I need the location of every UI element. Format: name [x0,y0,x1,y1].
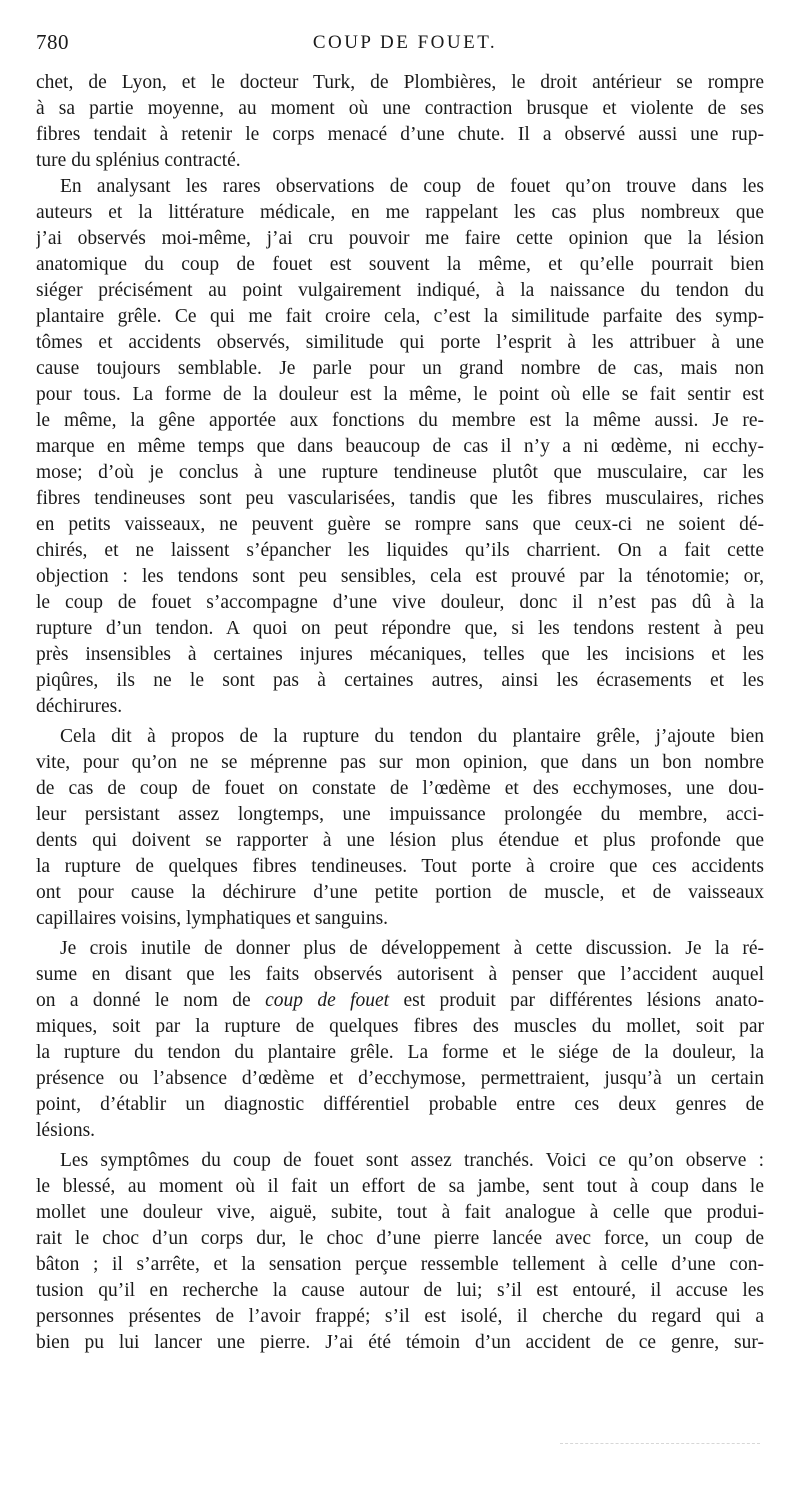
text-line: tômes et accidents observés, similitude qui porte l’esprit à les attribuer à une [36,332,764,353]
text-line: bien pu lui lancer une pierre. J’ai été témoin d’un accident de ce genre, sur- [36,1332,764,1353]
text-line: fibres tendait à retenir le corps menacé d’une chute. Il a observé aussi une rup- [36,124,764,145]
text-line: lésions. [36,1120,96,1141]
text-line: miques, soit par la rupture de quelques fibres des muscles du mollet, soit par [36,1016,764,1037]
text-line: siéger précisément au point vulgairement indiqué, à la naissance du tendon du [36,280,764,301]
text-line: le coup de fouet s’accompagne d’une vive douleur, donc il n’est pas dû à la [36,592,764,613]
text-line: mollet une douleur vive, aiguë, subite, tout à fait analogue à celle que produi- [36,1202,764,1223]
text-line: Cela dit à propos de la rupture du tendon du plantaire grêle, j’ajoute bien [60,726,764,747]
text-line: fibres tendineuses sont peu vascularisées, tandis que les fibres musculaires, riches [36,488,764,509]
emphasized-term: coup de fouet [265,990,390,1011]
text-line: chirés, et ne laissent s’épancher les liquides qu’ils charrient. On a fait cette [36,540,764,561]
text-line: déchirures. [36,696,123,717]
text-line: objection : les tendons sont peu sensibles, cela est prouvé par la ténotomie; or, [36,566,764,587]
paragraph [36,70,764,174]
page-edge-mark [560,1443,760,1446]
paragraph [36,174,764,720]
text-line: ont pour cause la déchirure d’une petite portion de muscle, et de vaisseaux [36,882,764,903]
text-line: sume en disant que les faits observés autorisent à penser que l’accident auquel [36,964,764,985]
text-line: point, d’établir un diagnostic différentiel probable entre ces deux genres de [36,1094,764,1115]
text-line: ture du splénius contracté. [36,150,241,171]
text-line: marque en même temps que dans beaucoup de cas il n’y a ni œdème, ni ecchy- [36,436,764,457]
text-line: plantaire grêle. Ce qui me fait croire cela, c’est la similitude parfaite des symp- [36,306,764,327]
page-number: 780 [36,30,69,54]
text-line: bâton ; il s’arrête, et la sensation perçue ressemble tellement à celle d’une con- [36,1254,764,1275]
text-line: leur persistant assez longtemps, une impuissance prolongée du membre, acci- [36,804,764,825]
text-line: le blessé, au moment où il fait un effort de sa jambe, sent tout à coup dans le [36,1176,764,1197]
text-line: le même, la gêne apportée aux fonctions du membre est la même aussi. Je re- [36,410,764,431]
text-line: dents qui doivent se rapporter à une lésion plus étendue et plus profonde que [36,830,764,851]
text-line: rupture d’un tendon. A quoi on peut répondre que, si les tendons restent à peu [36,618,764,639]
text-line: personnes présentes de l’avoir frappé; s’il est isolé, il cherche du regard qui a [36,1306,764,1327]
text-line: de cas de coup de fouet on constate de l’œdème et des ecchymoses, une dou- [36,778,764,799]
text-line: Je crois inutile de donner plus de développement à cette discussion. Je la ré- [60,938,764,959]
running-title: COUP DE FOUET. [312,32,498,53]
body-text [36,70,764,1356]
text-line: capillaires voisins, lymphatiques et sanguins. [36,908,389,929]
text-line: cause toujours semblable. Je parle pour un grand nombre de cas, mais non [36,358,764,379]
paragraph [36,724,764,932]
text-line: la rupture du tendon du plantaire grêle. La forme et le siége de la douleur, la [36,1042,764,1063]
text-line: tusion qu’il en recherche la cause autour de lui; s’il est entouré, il accuse les [36,1280,764,1301]
text-line: Les symptômes du coup de fouet sont assez tranchés. Voici ce qu’on observe : [60,1150,764,1171]
text-line: En analysant les rares observations de coup de fouet qu’on trouve dans les [60,176,764,197]
text-line: près insensibles à certaines injures mécaniques, telles que les incisions et les [36,644,764,665]
text-line: à sa partie moyenne, au moment où une contraction brusque et violente de ses [36,98,764,119]
text-line: auteurs et la littérature médicale, en me rappelant les cas plus nombreux que [36,202,764,223]
text-line: chet, de Lyon, et le docteur Turk, de Plombières, le droit antérieur se rompre [36,72,764,93]
text-line: en petits vaisseaux, ne peuvent guère se rompre sans que ceux-ci ne soient dé- [36,514,764,535]
text-line: rait le choc d’un corps dur, le choc d’une pierre lancée avec force, un coup de [36,1228,764,1249]
text-line: mose; d’où je conclus à une rupture tendineuse plutôt que musculaire, car les [36,462,764,483]
page-header [36,30,764,60]
text-line: piqûres, ils ne le sont pas à certaines autres, ainsi les écrasements et les [36,670,764,691]
text-line: vite, pour qu’on ne se méprenne pas sur mon opinion, que dans un bon nombre [36,752,764,773]
text-line: présence ou l’absence d’œdème et d’ecchymose, permettraient, jusqu’à un certain [36,1068,764,1089]
text-line: j’ai observés moi-même, j’ai cru pouvoir me faire cette opinion que la lésion [36,228,764,249]
text-line: anatomique du coup de fouet est souvent la même, et qu’elle pourrait bien [36,254,764,275]
text-line: la rupture de quelques fibres tendineuses. Tout porte à croire que ces accidents [36,856,764,877]
text-line: on a donné le nom de coup de fouet est produit par différentes lésions anato- [36,990,764,1011]
text-line: pour tous. La forme de la douleur est la même, le point où elle se fait sentir est [36,384,764,405]
paragraph [36,936,764,1144]
paragraph [36,1148,764,1356]
